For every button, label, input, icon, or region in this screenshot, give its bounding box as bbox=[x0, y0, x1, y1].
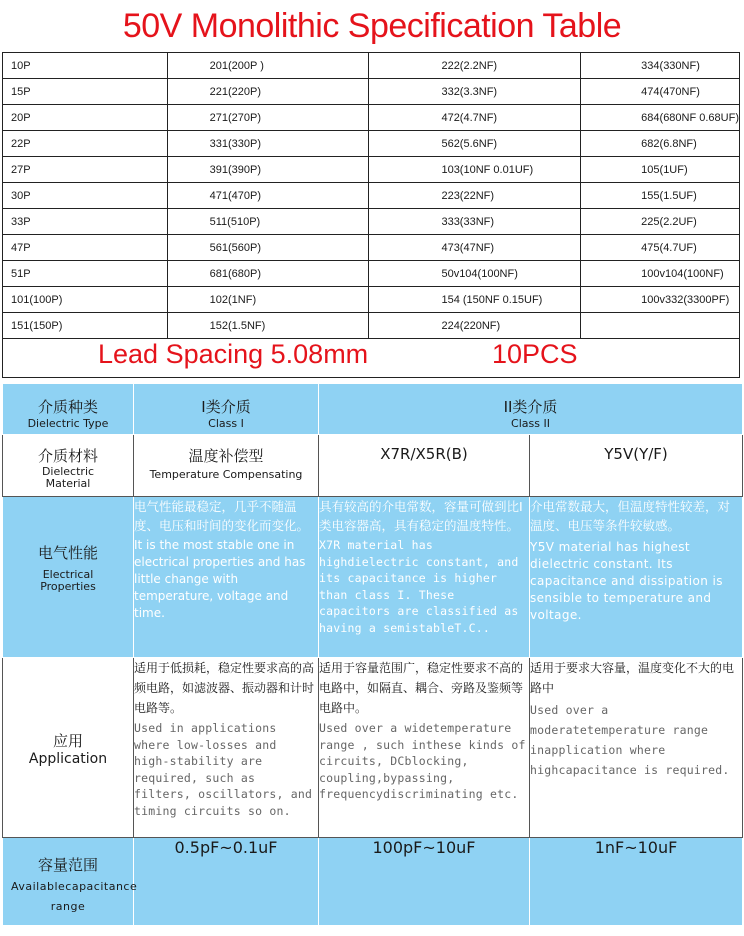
capacitor-value-cell: 471(470P) bbox=[167, 183, 369, 209]
y5v-electrical-cell: 介电常数最大，但温度特性较差，对温度、电压等条件较敏感。 Y5V material has highest dielectric constant. Its capacitance and dissipation is sensible to temperature and voltage. bbox=[530, 497, 743, 658]
table-row bbox=[3, 79, 739, 105]
capacitor-value-cell: 154 (150NF 0.15UF) bbox=[369, 287, 581, 313]
x7r-application-cell: 适用于容量范围广，稳定性要求不高的电路中，如隔直、耦合、旁路及鉴频等电路中。 Used over a widetemperature range , such inthese kinds of circuits, DCblocking, coupling,bypassing, frequencydiscriminating etc. bbox=[319, 658, 530, 838]
table-row bbox=[3, 235, 739, 261]
capacitor-value-cell: 475(4.7UF) bbox=[581, 235, 739, 261]
capacitor-value-cell bbox=[581, 313, 739, 339]
lead-spacing-label: Lead Spacing 5.08mm bbox=[98, 339, 369, 369]
class1-range-value: 0.5pF~0.1uF bbox=[134, 838, 319, 926]
y5v-material-cell: Y5V(Y/F) bbox=[530, 435, 743, 497]
class2-header: II类介质 Class II bbox=[319, 384, 743, 435]
capacitor-value-table-box bbox=[2, 52, 740, 378]
capacitor-value-cell: 271(270P) bbox=[167, 105, 369, 131]
class1-electrical-cell: 电气性能最稳定，几乎不随温度、电压和时间的变化而变化。 It is the most stable one in electrical properties and has little change with temperature, voltage and time. bbox=[134, 497, 319, 658]
x7r-material-cell: X7R/X5R(B) bbox=[319, 435, 530, 497]
capacitor-value-cell: 334(330NF) bbox=[581, 53, 739, 79]
dielectric-class-table bbox=[2, 383, 743, 926]
capacitor-value-cell: 201(200P ) bbox=[167, 53, 369, 79]
capacitor-value-cell: 684(680NF 0.68UF) bbox=[581, 105, 739, 131]
capacitor-value-cell: 391(390P) bbox=[167, 157, 369, 183]
y5v-range-value: 1nF~10uF bbox=[530, 838, 743, 926]
capacitor-value-cell: 474(470NF) bbox=[581, 79, 739, 105]
capacitor-value-cell: 511(510P) bbox=[167, 209, 369, 235]
class1-application-cell: 适用于低损耗，稳定性要求高的高频电路，如滤波器、振动器和计时电路等。 Used in applications where low-losses and high-stability are required, such as filters, oscillators, and timing circuits so on. bbox=[134, 658, 319, 838]
capacitor-value-cell: 100v332(3300PF) bbox=[581, 287, 739, 313]
capacitor-value-cell: 332(3.3NF) bbox=[369, 79, 581, 105]
capacitor-value-cell: 101(100P) bbox=[3, 287, 167, 313]
material-label: 介质材料 Dielectric Material bbox=[3, 435, 134, 497]
capacitor-value-cell: 51P bbox=[3, 261, 167, 287]
table-row bbox=[3, 131, 739, 157]
table-row bbox=[3, 209, 739, 235]
capacitor-value-table bbox=[3, 53, 739, 339]
capacitor-value-cell: 225(2.2UF) bbox=[581, 209, 739, 235]
capacitor-value-cell: 155(1.5UF) bbox=[581, 183, 739, 209]
capacitor-value-cell: 103(10NF 0.01UF) bbox=[369, 157, 581, 183]
capacitor-value-cell: 223(22NF) bbox=[369, 183, 581, 209]
capacitor-value-cell: 561(560P) bbox=[167, 235, 369, 261]
capacitor-value-cell: 151(150P) bbox=[3, 313, 167, 339]
table-row bbox=[3, 53, 739, 79]
capacitor-value-cell: 50v104(100NF) bbox=[369, 261, 581, 287]
page-title: 50V Monolithic Specification Table bbox=[122, 7, 622, 45]
capacitor-value-cell: 30P bbox=[3, 183, 167, 209]
x7r-range-value: 100pF~10uF bbox=[319, 838, 530, 926]
capacitor-value-cell: 682(6.8NF) bbox=[581, 131, 739, 157]
y5v-application-cell: 适用于要求大容量，温度变化不大的电路中 Used over a moderatetemperature range inapplication where highcapacitance is required. bbox=[530, 658, 743, 838]
capacitor-value-cell: 562(5.6NF) bbox=[369, 131, 581, 157]
capacitance-range-label: 容量范围 Availablecapacitance range bbox=[3, 838, 134, 926]
capacitor-value-cell: 681(680P) bbox=[167, 261, 369, 287]
dielectric-type-header: 介质种类 Dielectric Type bbox=[3, 384, 134, 435]
application-label: 应用 Application bbox=[3, 658, 134, 838]
table-row bbox=[3, 287, 739, 313]
capacitor-value-cell: 224(220NF) bbox=[369, 313, 581, 339]
capacitor-value-cell: 333(33NF) bbox=[369, 209, 581, 235]
capacitor-value-cell: 222(2.2NF) bbox=[369, 53, 581, 79]
table-row bbox=[3, 261, 739, 287]
capacitor-value-cell: 152(1.5NF) bbox=[167, 313, 369, 339]
table-row bbox=[3, 313, 739, 339]
capacitor-value-cell: 47P bbox=[3, 235, 167, 261]
capacitor-value-cell: 221(220P) bbox=[167, 79, 369, 105]
x7r-electrical-cell: 具有较高的介电常数，容量可做到比I类电容器高，具有稳定的温度特性。 X7R material has highdielectric constant, and its capacitance is higher than class I. These capacitors are classified as having a semistableT.C.. bbox=[319, 497, 530, 658]
table-row bbox=[3, 183, 739, 209]
capacitor-value-cell: 331(330P) bbox=[167, 131, 369, 157]
table-row bbox=[3, 157, 739, 183]
capacitor-value-cell: 473(47NF) bbox=[369, 235, 581, 261]
capacitor-value-cell: 100v104(100NF) bbox=[581, 261, 739, 287]
capacitor-value-cell: 20P bbox=[3, 105, 167, 131]
capacitor-value-cell: 22P bbox=[3, 131, 167, 157]
capacitor-value-cell: 33P bbox=[3, 209, 167, 235]
electrical-properties-label: 电气性能 Electrical Properties bbox=[3, 497, 134, 658]
capacitor-value-cell: 15P bbox=[3, 79, 167, 105]
capacitor-value-cell: 105(1UF) bbox=[581, 157, 739, 183]
quantity-label: 10PCS bbox=[492, 339, 578, 369]
class1-header: I类介质 Class I bbox=[134, 384, 319, 435]
capacitor-value-cell: 102(1NF) bbox=[167, 287, 369, 313]
capacitor-value-cell: 472(4.7NF) bbox=[369, 105, 581, 131]
capacitor-value-cell: 27P bbox=[3, 157, 167, 183]
temperature-compensating-cell: 温度补偿型 Temperature Compensating bbox=[134, 435, 319, 497]
table-row bbox=[3, 105, 739, 131]
capacitor-value-cell: 10P bbox=[3, 53, 167, 79]
